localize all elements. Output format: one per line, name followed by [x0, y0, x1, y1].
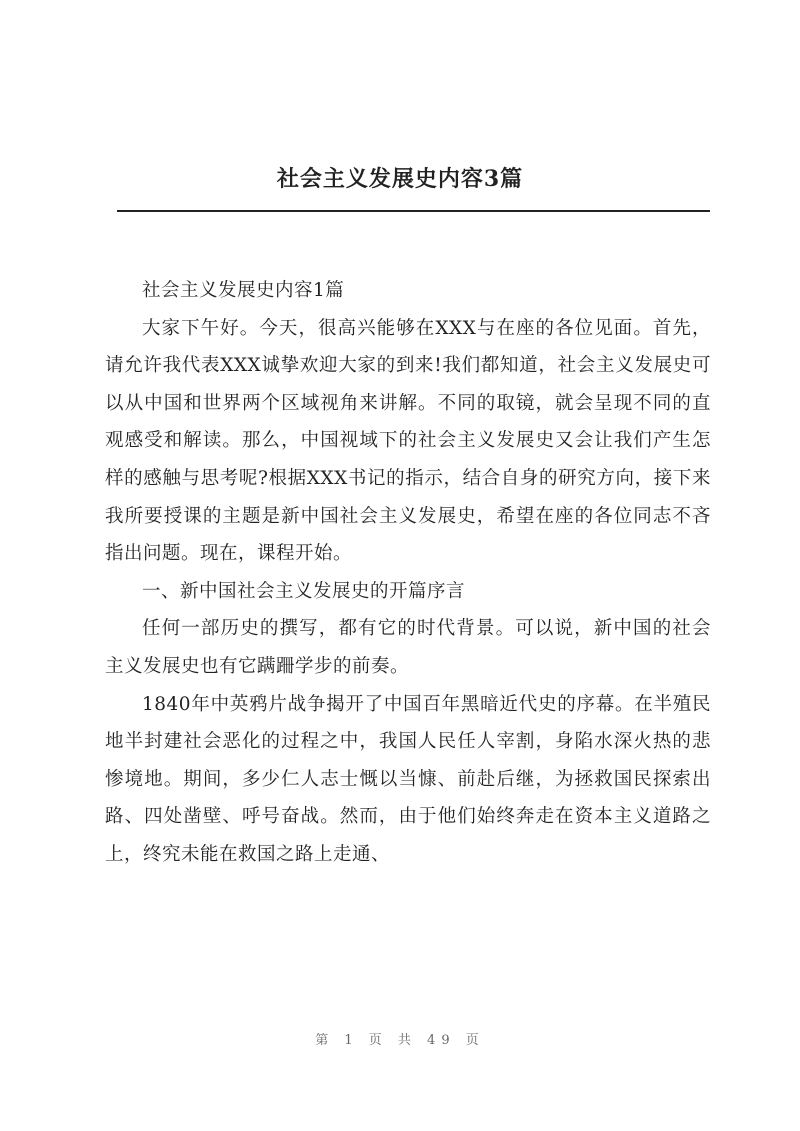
- section-heading-2: 一、新中国社会主义发展史的开篇序言: [142, 580, 466, 602]
- title-divider: [117, 210, 710, 212]
- section-heading-1: 社会主义发展史内容1篇: [142, 280, 345, 301]
- page-title: 社会主义发展史内容3篇: [276, 166, 524, 192]
- paragraph: 大家下午好。今天，很高兴能够在XXX与在座的各位见面。首先，请允许我代表XXX诚挚欢迎大家的到来!我们都知道，社会主义发展史可以从中国和世界两个区域视角来讲解。不同的取镜，就会呈现不同的直观感受和解读。那么，中国视域下的社会主义发展史又会让我们产生怎样的感触与思考呢?根据XXX书记的指示，结合自身的研究方向，接下来我所要授课的主题是新中国社会主义发展史，希望在座的各位同志不吝指出问题。现在，课程开始。: [105, 317, 711, 565]
- paragraph: 任何一部历史的撰写，都有它的时代背景。可以说，新中国的社会主义发展史也有它蹒跚学步的前奏。: [105, 618, 711, 677]
- document-body: [105, 272, 711, 874]
- page-footer: 第 1 页 共 49 页: [315, 1033, 485, 1048]
- paragraph: 1840年中英鸦片战争揭开了中国百年黑暗近代史的序幕。在半殖民地半封建社会恶化的过程之中，我国人民任人宰割，身陷水深火热的悲惨境地。期间，多少仁人志士慨以当慷、前赴后继，为拯救国民探索出路、四处凿壁、呼号奋战。然而，由于他们始终奔走在资本主义道路之上，终究未能在救国之路上走通、: [105, 693, 711, 865]
